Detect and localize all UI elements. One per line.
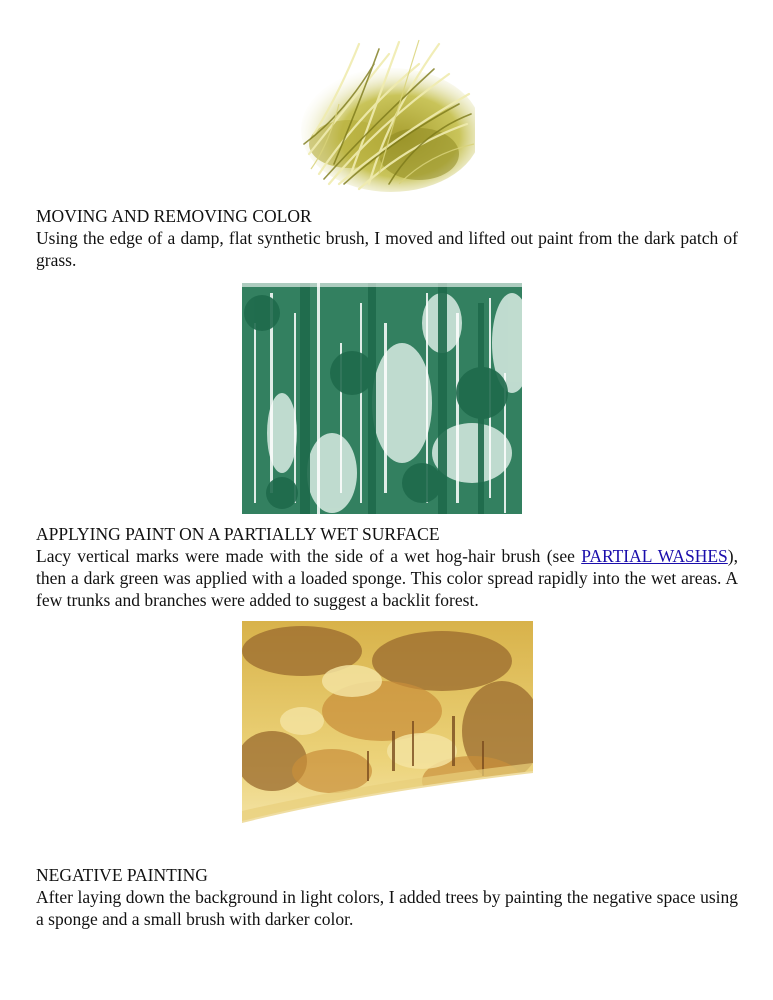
- section-heading-negative-painting: NEGATIVE PAINTING: [36, 865, 208, 885]
- yellow-autumn-trees-negative-painting: [242, 621, 533, 854]
- section-heading-partially-wet-surface: APPLYING PAINT ON A PARTIALLY WET SURFACE: [36, 524, 440, 544]
- section-heading-moving-removing-color: MOVING AND REMOVING COLOR: [36, 206, 312, 226]
- document-page: [36, 0, 738, 930]
- section-body-negative-painting: After laying down the background in light colors, I added trees by painting the negative space using a sponge and a small brush with darker color.: [36, 887, 738, 929]
- grass-brushstrokes-illustration: [299, 34, 475, 194]
- green-forest-wet-wash-illustration: [242, 283, 533, 514]
- section-body-partially-wet-surface: [36, 545, 738, 611]
- section-body-moving-removing-color: Using the edge of a damp, flat synthetic brush, I moved and lifted out paint from the dark patch of grass.: [36, 228, 738, 270]
- partial-washes-link[interactable]: PARTIAL WASHES: [581, 546, 728, 566]
- body-text-after-link: ), then a dark green was applied with a loaded sponge. This color spread rapidly into the wet areas. A few trunks and branches were added to suggest a backlit forest.: [36, 546, 738, 610]
- body-text-before-link: Lacy vertical marks were made with the side of a wet hog-hair brush (see: [36, 546, 582, 566]
